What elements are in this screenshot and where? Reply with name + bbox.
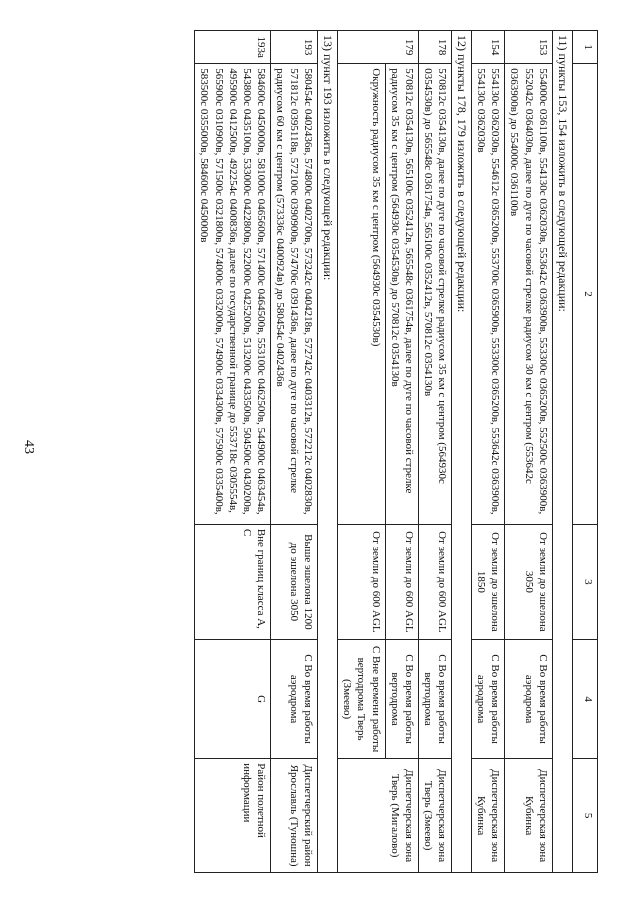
row-height: От земли до эшелона 1850: [472, 524, 505, 639]
header-row: [573, 31, 598, 873]
row-zone: Диспетчерская зона Кубинка: [505, 759, 552, 873]
header-col-2: 2: [573, 64, 598, 525]
row-coordinates: 580454с 0402436в, 574800с 0402700в, 573242с 0404218в, 572742с 0403312в, 572212с 0402830в, 571812с 0395118в, 572100с 0390900в, 574706с 0391436в, далее по дуге по часовой стрелке радиусом 60 км с центром (573336с 0400924в) до 580454с 0402436в: [270, 64, 317, 525]
airspace-table: [194, 30, 598, 873]
row-coordinates: Окружность радиусом 35 км с центром (564930с 0354530в): [338, 64, 385, 525]
row-height: Вне границ класса А, С: [195, 524, 270, 639]
section-title-row: [552, 31, 572, 873]
row-height: От земли до 600 AGL: [418, 524, 451, 639]
row-coordinates: 554130с 0362030в, 554612с 0365200в, 553700с 0365900в, 553300с 0365200в, 553642с 0363900в, 554130с 0362030в: [472, 64, 505, 525]
row-class: G: [195, 639, 270, 758]
row-height: От земли до эшелона 3050: [505, 524, 552, 639]
table-row: [418, 31, 451, 873]
row-coordinates: 584600с 0450000в, 581000с 0465600в, 571400с 0464500в, 553100с 0462500в, 544900с 0463454в, 543800с 0435100в, 533000с 0422800в, 522000с 0425200в, 513200с 0433500в, 504500с 0430200в, 495900с 0412500в, 492254с 0400836в, далее по государственной границе до 553718с 0305554в, 565900с 0310900в, 571500с 0321800в, 574000с 0332000в, 574900с 0334300в, 575900с 0335400в, 583500с 0355000в, 584600с 0450000в: [195, 64, 270, 525]
table-row: [195, 31, 270, 873]
table-row: [505, 31, 552, 873]
row-zone: Диспетчерская зона Кубинка: [472, 759, 505, 873]
table-row: [338, 31, 385, 873]
row-height: От земли до 600 AGL: [338, 524, 385, 639]
row-coordinates: 570812с 0354130в, далее по дуге по часовой стрелке радиусом 35 км с центром (564930с 0354530в) до 565548с 0361754в, 565100с 0352412в, 570812с 0354130в: [418, 64, 451, 525]
header-col-1: 1: [573, 31, 598, 64]
row-class: С Во время работы вертодрома: [385, 639, 418, 758]
header-col-4: 4: [573, 639, 598, 758]
row-number: 193: [270, 31, 317, 64]
row-height: Выше эшелона 1200 до эшелона 3050: [270, 524, 317, 639]
row-number: 178: [418, 31, 451, 64]
row-coordinates: 554000с 0361100в, 554130с 0362030в, 553642с 0363900в, 553300с 0365200в, 552500с 0363900в, 552042с 0364030в, далее по дуге по часовой стрелке радиусом 30 км с центром (553642с 0363900в) до 554000с 0361100в: [505, 64, 552, 525]
section-title: 12) пункты 178, 179 изложить в следующей редакции:: [451, 31, 471, 873]
row-zone: Район полетной информации: [195, 759, 270, 873]
row-number: 179: [338, 31, 418, 64]
header-col-5: 5: [573, 759, 598, 873]
row-class: С Во время работы аэродрома: [270, 639, 317, 758]
row-class: С Во время работы аэродрома: [505, 639, 552, 758]
row-zone: Диспетчерский район Ярославль (Туношна): [270, 759, 317, 873]
table-row: [472, 31, 505, 873]
row-number: 153: [505, 31, 552, 64]
row-number: 154: [472, 31, 505, 64]
row-coordinates: 570812с 0354130в, 565100с 0352412в, 565548с 0361754в, далее по дуге по часовой стрелке радиусом 35 км с центром (564930с 0354530в) до 570812с 0354130в: [385, 64, 418, 525]
row-class: С Во время работы аэродрома: [472, 639, 505, 758]
row-class: С Вне времени работы вертодрома Тверь (Змеево): [338, 639, 385, 758]
row-height: От земли до 600 AGL: [385, 524, 418, 639]
section-title-row: [317, 31, 337, 873]
section-title-row: [451, 31, 471, 873]
section-title: 11) пункты 153, 154 изложить в следующей редакции:: [552, 31, 572, 873]
row-class: С Во время работы вертодрома: [418, 639, 451, 758]
row-number: 193а: [195, 31, 270, 64]
header-col-3: 3: [573, 524, 598, 639]
table-row: [385, 31, 418, 873]
row-zone: Диспетчерская зона Тверь (Змеево): [418, 759, 451, 873]
page-number: 43: [21, 440, 36, 454]
section-title: 13) пункт 193 изложить в следующей редакции:: [317, 31, 337, 873]
row-zone: Диспетчерская зона Тверь (Мигалово): [338, 759, 418, 873]
table-row: [270, 31, 317, 873]
rotated-document: [68, 30, 598, 873]
